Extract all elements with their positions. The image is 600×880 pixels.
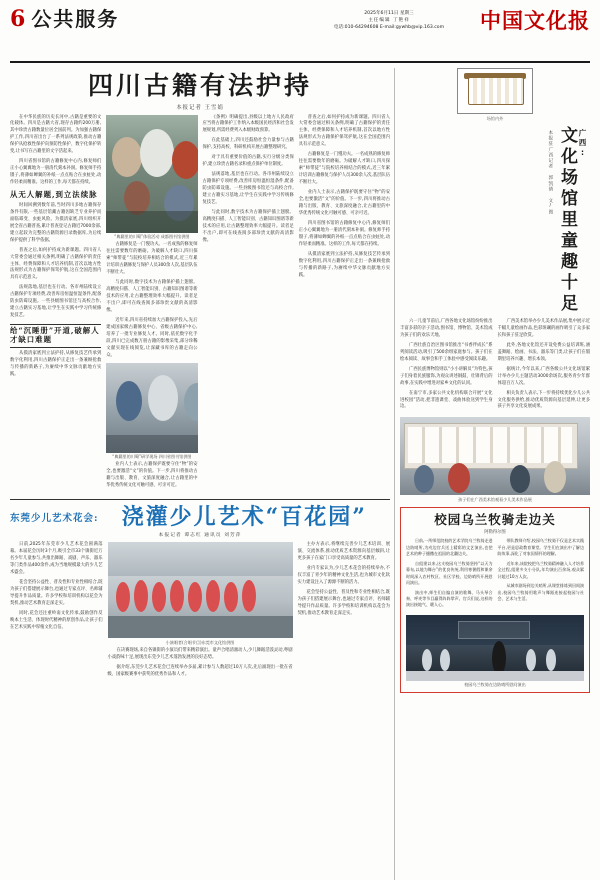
paragraph: 主办方表示,将继续完善少儿艺术培训、展演、交流体系,推动优质艺术资源向基层倾斜,让更多孩子在家门口享受高质量的艺术教育。 [297,542,390,562]
paragraph: 四川省图书馆的古籍修复中心内,修复师们正小心翼翼地为一册清代刻本补洞。修复师手持镊子,将薄如蝉翼的补纸一点点贴合在虫蛀处,动作轻柔而精准。这样的工作,每天都在持续。 [298,220,390,247]
boxed-headline: 校园乌兰牧骑走边关 [434,512,556,528]
paragraph: 六一儿童节前后,广西各地文化场馆纷纷推出丰富多彩的亲子活动,图书馆、博物馆、美术馆成为孩子们的欢乐天地。 [400,319,493,338]
feature-byline: 本报记者 谭志红 通讯员 刘芳萍 [158,533,242,539]
paragraph: 普查之后,如何护持成为新课题。四川省人大常委会通过相关条例,明确了古籍保护的责任主体、经费保障和人才培养机制,首次以地方性法规形式为古籍保护保驾护航,这在全国范围内具有示范意义。 [298,114,390,148]
paragraph: 古籍修复是一门慢功夫。一名成熟的修复师往往需要数年的磨砺。为破解人才缺口,四川探索“师带徒”与院校培养相结合的模式,近三年累计培训古籍修复与保护人员300余人次,基层队伍不断壮大。 [298,152,390,186]
logo-house-shape [468,77,524,105]
masthead-editor: 主任编辑 丁艳祥 [368,18,410,24]
boxed-column-2 [498,538,585,612]
paragraph: 古籍修复是一门慢功夫。一名成熟的修复师往往需要数年的磨砺。为破解人才缺口,四川探索“师带徒”与院校培养相结合的模式,近三年累计培训古籍修复与保护人员300余人次,基层队伍不断壮大。 [106,242,198,276]
boxed-byline: 阿勒得尔图 [484,530,506,536]
paragraph: 四川省图书馆的古籍修复中心内,修复师们正小心翼翼地为一册清代刻本补洞。修复师手持镊子,将薄如蝉翼的补纸一点点贴合在虫蛀处,动作轻柔而精准。这样的工作,每天都在持续。 [10,159,102,186]
boxed-column-1 [406,538,493,612]
feature-column-1 [10,542,103,682]
masthead-meta [304,8,474,31]
lead-text-7 [299,115,390,280]
paragraph: 花会坚持公益性、普及性和专业性相结合,既为孩子们搭建展示舞台,也通过专家点评、名师辅导提升作品质量。许多学校和培训机构以花会为契机,推动艺术教育走深走实。 [297,590,390,616]
lead-column-3 [203,115,294,494]
paragraph: 与此同时,数字技术为古籍保护插上翅膀。高精度扫描、人工智能识别、古籍知识图谱等新技术的应用,让古籍整理效率大幅提升。读者足不出户,即可在线查阅多部珍贵文献的高清影像。 [106,280,198,313]
photo-caption: “典籍里的川蜀”研学现场 四川省图书馆供图 [112,454,192,460]
lead-text-2 [10,203,101,320]
paragraph: 法规落地,基层也在行动。各市州陆续设立古籍保护专项经费,改善库房恒温恒湿条件,配备防虫防霉设施。一些县级图书馆还与高校合作,建立古籍实习基地,让学生在实践中学习传统修复技艺。 [10,285,102,319]
feature-kicker: 东莞少儿艺术花会: [10,513,99,525]
paragraph: 近年来,该院校把乌兰牧骑精神融入人才培养全过程,组建多支小分队,年均演出百余场,观众累计超过10万人次。 [497,560,584,579]
paragraph: 法规落地,基层也在行动。各市州陆续设立古籍保护专项经费,改善库房恒温恒湿条件,配备防虫防霉设施。一些县级图书馆还与高校合作,建立古籍实习基地,让学生在实践中学习传统修复技艺。 [202,172,294,205]
paragraph: 在决赛现场,来自各镇街的小演员们带来精彩演出。童声合唱清澈动人,少儿舞蹈活泼灵动,粤剧小戏韵味十足,展现出东莞少儿艺术蓬勃发展的良好态势。 [107,648,293,661]
lead-text-5 [106,462,197,490]
paragraph: 与此同时,数字技术为古籍保护插上翅膀。高精度扫描、人工智能识别、古籍知识图谱等新技术的应用,让古籍整理效率大幅提升。读者足不出户,即可在线查阅多部珍贵文献的高清影像。 [202,209,294,243]
page-number: 6 [10,6,26,32]
feature-header [10,499,390,529]
lead-text-1 [10,115,101,188]
paragraph: 日前,一所师范院校的艺术学院乌兰牧骑走进边防哨所,为戍边官兵送上精彩的文艺演出,也把艺术的种子播撒在祖国的北疆边关。 [406,538,493,557]
guangxi-column-2 [498,319,591,414]
page-body [10,68,590,880]
paragraph: 日前,2025年东莞市少儿艺术花会圆满落幕。本届花会历时3个月,吸引全市33个镇街近万名少年儿童参与,共推出舞蹈、戏剧、声乐、器乐等门类作品400余件,成为当地规模最大的少儿艺术盛会。 [10,542,103,576]
guangxi-headline: 文化场馆里童趣十足 [557,126,577,315]
photo-caption: 小演唱者(合唱节目)东莞市文化馆供图 [165,639,235,645]
paragraph: 同时,花会还注重岭南文化传承,鼓励创作反映本土生活、体现时代精神的原创作品,让孩子们在艺术实践中厚植文化自信。 [10,610,103,630]
paragraph: 带队教师介绍,校园乌兰牧骑不仅是艺术实践平台,更是思政教育课堂。学生们在演出中了解边防故事,深化了对家国情怀的理解。 [497,538,584,557]
paper-name: 中国文化报 [480,8,590,33]
feature-column-3 [298,542,391,682]
paragraph: 据统计,今年以来,广西各级公共文化场馆累计举办少儿主题活动3000余场次,服务青少年群体超百万人次。 [497,366,590,386]
paragraph: 广西壮族自治区图书馆推出“书香伴成长”系列阅读活动,吸引了500余组家庭参与。孩子们在绘本阅读、故事会和手工体验中感受阅读乐趣。 [400,342,493,362]
venue-logo-icon [457,68,533,114]
paragraph: 在中华民族的历史长河中,古籍是重要的文化载体。四川是古籍大省,现存古籍约200万册,其中珍贵古籍数量位居全国前列。为加强古籍保护工作,四川省出台了一系列法规政策,推动古籍保护从抢救性保护向预防性保护、数字化保护转变,让书写在古籍里的文字活起来。 [10,114,102,155]
section-title: 公共服务 [31,7,120,31]
guangxi-kicker: 广西: [578,129,587,159]
lead-byline: 本报记者 王雪娟 [176,104,224,111]
feature-text-2 [108,648,293,679]
guangxi-headline-block [400,126,590,315]
paragraph: 从城市剧场到边关哨所,从课堂排练到田间演出,校园乌兰牧骑用歌声与舞蹈连接起校园与社会、艺术与生活。 [497,583,584,601]
right-zone [394,68,590,880]
paragraph: 业内人士表示,古籍保护既要守住“物”的安全,也要激活“文”的价值。下一步,四川将推动古籍与出版、教育、文旅深度融合,让古籍里的中华优秀传统文化可触可感、可亲可近。 [298,190,390,216]
paragraph: 在此基础上,四川还鼓励社会力量参与古籍保护,支持高校、科研机构开展古籍整理研究。 [202,138,294,151]
paragraph: 对于具有重要价值的古籍,实行分级分类保护,建立珍贵古籍名录和重点保护单位制度。 [202,155,294,168]
lead-columns [10,115,390,494]
lead-column-4 [299,115,390,494]
paragraph: 《条例》明确提出,县级以上地方人民政府应当将古籍保护工作纳入本级国民经济和社会发展规划,所需经费列入本级财政预算。 [202,114,294,134]
logo-caption: 场馆内外 [486,116,504,121]
feature-text-3 [298,542,391,618]
children-exhibition-photo [400,417,590,495]
restoration-workshop-photo [106,363,197,453]
library-reading-photo [106,115,197,233]
photo-caption: 校园乌兰牧骑在边防哨所慰问演出 [464,682,526,688]
lead-text-6 [203,115,294,245]
paragraph: 时间回溯到数年前,当时四川多地古籍保存条件有限,一些基层馆藏古籍因缺乏专业养护而面临霉变、虫蛀风险。为摸清家底,四川组织开展全省古籍普查,累计普查登记古籍近7000余部,建立起较为完整的古籍资源目录数据库,为后续保护提供了科学依据。 [10,202,102,243]
paragraph: 自组建以来,这支校园乌兰牧骑坚持“以天为幕布,以地为舞台”的优良传统,利用寒暑假和课余时间深入农村牧区、社区学校、边防哨所开展慰问演出。 [406,560,493,586]
masthead [10,8,590,63]
guangxi-columns [400,319,590,414]
children-choir-photo [108,542,293,638]
photo-caption: “典籍里的川蜀”体验活动 成都图书馆供图 [114,234,190,239]
photo-caption: 孩子们在广西美术馆观看少儿美术作品展 [458,496,532,502]
lead-column-2 [106,115,197,494]
guangxi-byline: 本报驻广西记者 郭凯倩 文/图 [547,130,553,216]
paragraph: 普查之后,如何护持成为新课题。四川省人大常委会通过相关条例,明确了古籍保护的责任主体、经费保障和人才培养机制,首次以地方性法规形式为古籍保护保驾护航,这在全国范围内具有示范意义。 [10,247,102,281]
paragraph: 此外,各地文化馆还开设免费公益培训班,涵盖舞蹈、绘画、书法、器乐等门类,让孩子们在假期里培养兴趣、增长本领。 [497,342,590,362]
guangxi-text-1 [400,319,493,411]
left-zone [10,68,390,880]
lead-headline: 四川古籍有法护持 [87,71,312,100]
lead-column-1 [10,115,101,494]
masthead-contact: 电话:010-64294608 E-mail:gywhb@vip.163.com [333,25,445,31]
paragraph: 近年来,四川省持续加大古籍保护投入,先后建成国家级古籍修复中心、省级古籍保护中心,培养了一批专业修复人才。同时,依托数字化手段,四川已完成数万册古籍的影像采集,部分珍稀文献实现在线阅览,让深藏书库的古籍走向公众。 [106,317,198,358]
paragraph: 花会坚持公益性、普及性和专业性相结合,既为孩子们搭建展示舞台,也通过专家点评、名师辅导提升作品质量。许多学校和培训机构以花会为契机,推动艺术教育走深走实。 [10,580,103,606]
guangxi-text-2 [498,319,591,411]
paragraph: 广西民族博物馆则以“小小讲解员”为特色,孩子们身着民族服饰,为观众讲述铜鼓、壮锦背后的故事,在实践中增进对家乡文化的认同。 [400,366,493,386]
paragraph: 广西美术馆举办少儿美术作品展,集中展示近千幅儿童绘画作品,色彩斑斓的画作吸引了众多家长和孩子驻足欣赏。 [497,319,590,338]
boxed-text-2 [498,538,585,602]
paragraph: 业内专家认为,少儿艺术花会的持续举办,不仅丰富了青少年的精神文化生活,也为城市文化软实力建设注入了源源不断的活力。 [297,566,390,586]
paragraph: 从摸清家底到立法护持,从修复技艺传承到数字化利用,四川古籍保护正走出一条兼顾抢救与传播的新路子,为赓续中华文脉贡献地方实践。 [298,251,390,278]
masthead-date: 2025年6月11日 星期三 [364,11,414,16]
border-performance-photo [406,615,584,681]
paragraph: 从摸清家底到立法护持,从修复技艺传承到数字化利用,四川古籍保护正走出一条兼顾抢救与传播的新路子,为赓续中华文脉贡献地方实践。 [10,350,102,377]
paragraph: 据介绍,东莞少儿艺术花会已连续举办多届,累计参与人数超过10万人次,先后涌现出一批在省级、国家级赛事中获奖的优秀作品和人才。 [107,665,293,678]
feature-column-2 [108,542,293,682]
boxed-story [400,507,590,693]
lead-text-4 [106,242,197,359]
paragraph: 相关负责人表示,下一步将持续优化少儿公共文化服务供给,推动优质资源向基层延伸,让更多孩子共享文化发展成果。 [497,390,590,410]
feature-headline: 浇灌少儿艺术“百花园” [121,504,367,531]
lead-subhead-2: 给“沉睡册”开道,破解人才缺口难题 [10,324,101,348]
boxed-text-1 [406,538,493,609]
paragraph: 业内人士表示,古籍保护既要守住“物”的安全,也要激活“文”的价值。下一步,四川将推动古籍与出版、教育、文旅深度融合,让古籍里的中华优秀传统文化可触可感、可亲可近。 [106,462,198,489]
paragraph: 在南宁市,多家公共文化机构联合开展“文化进校园”活动,把非遗课堂、戏曲体验送到学生身边。 [400,390,493,410]
lead-subhead-1: 从无人解题,到立法续脉 [10,190,98,200]
paragraph: 演出中,师生们自编自演的歌舞、马头琴合奏、呼麦等节目赢得阵阵掌声。官兵们说,这样的演出接地气、暖人心。 [406,589,493,608]
guangxi-column-1 [400,319,493,414]
boxed-columns [406,538,584,612]
lead-text-3 [10,351,101,379]
feature-columns [10,542,390,682]
feature-text-1 [10,542,103,631]
